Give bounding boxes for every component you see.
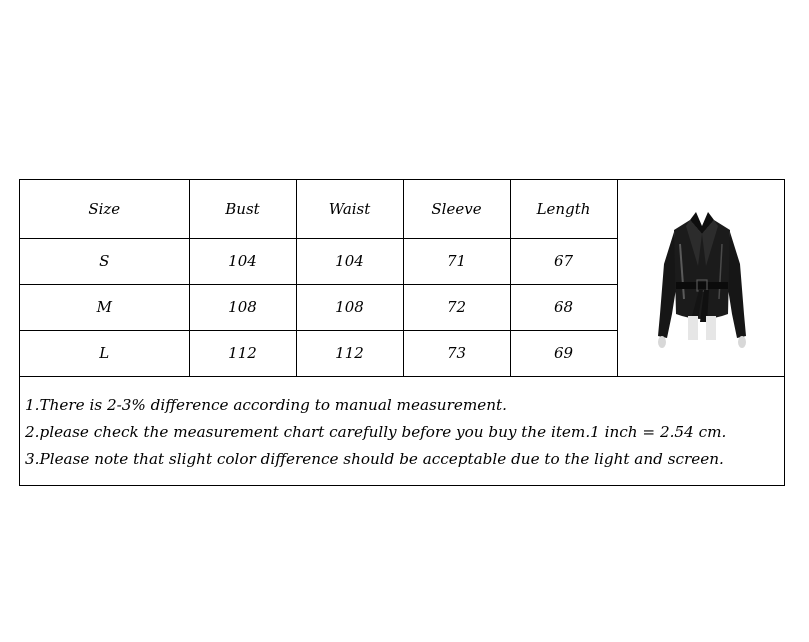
cell-size: L	[20, 330, 189, 376]
cell-bust: 104	[189, 238, 296, 284]
jacket-icon	[652, 204, 752, 354]
cell-bust: 108	[189, 284, 296, 330]
table-row	[20, 284, 617, 330]
product-image-cell	[617, 180, 785, 377]
cell-length: 67	[510, 238, 617, 284]
size-chart	[19, 179, 785, 486]
cell-waist: 104	[296, 238, 403, 284]
cell-waist: 108	[296, 284, 403, 330]
header-waist: Waist	[296, 180, 403, 238]
cell-sleeve: 71	[403, 238, 510, 284]
header-sleeve: Sleeve	[403, 180, 510, 238]
table-header-row	[20, 180, 617, 238]
cell-sleeve: 72	[403, 284, 510, 330]
table-row	[20, 238, 617, 284]
cell-sleeve: 73	[403, 330, 510, 376]
notes-section	[20, 376, 785, 486]
note-3: 3.Please note that slight color difference should be acceptable due to the light and screen.	[25, 450, 724, 468]
header-size: Size	[20, 180, 189, 238]
size-table	[20, 180, 618, 377]
header-length: Length	[510, 180, 617, 238]
cell-waist: 112	[296, 330, 403, 376]
header-bust: Bust	[189, 180, 296, 238]
cell-bust: 112	[189, 330, 296, 376]
cell-length: 68	[510, 284, 617, 330]
cell-size: M	[20, 284, 189, 330]
table-row	[20, 330, 617, 376]
cell-size: S	[20, 238, 189, 284]
note-1: 1.There is 2-3% difference according to manual measurement.	[25, 396, 507, 414]
cell-length: 69	[510, 330, 617, 376]
note-2: 2.please check the measurement chart carefully before you buy the item.1 inch = 2.54 cm.	[25, 423, 727, 441]
